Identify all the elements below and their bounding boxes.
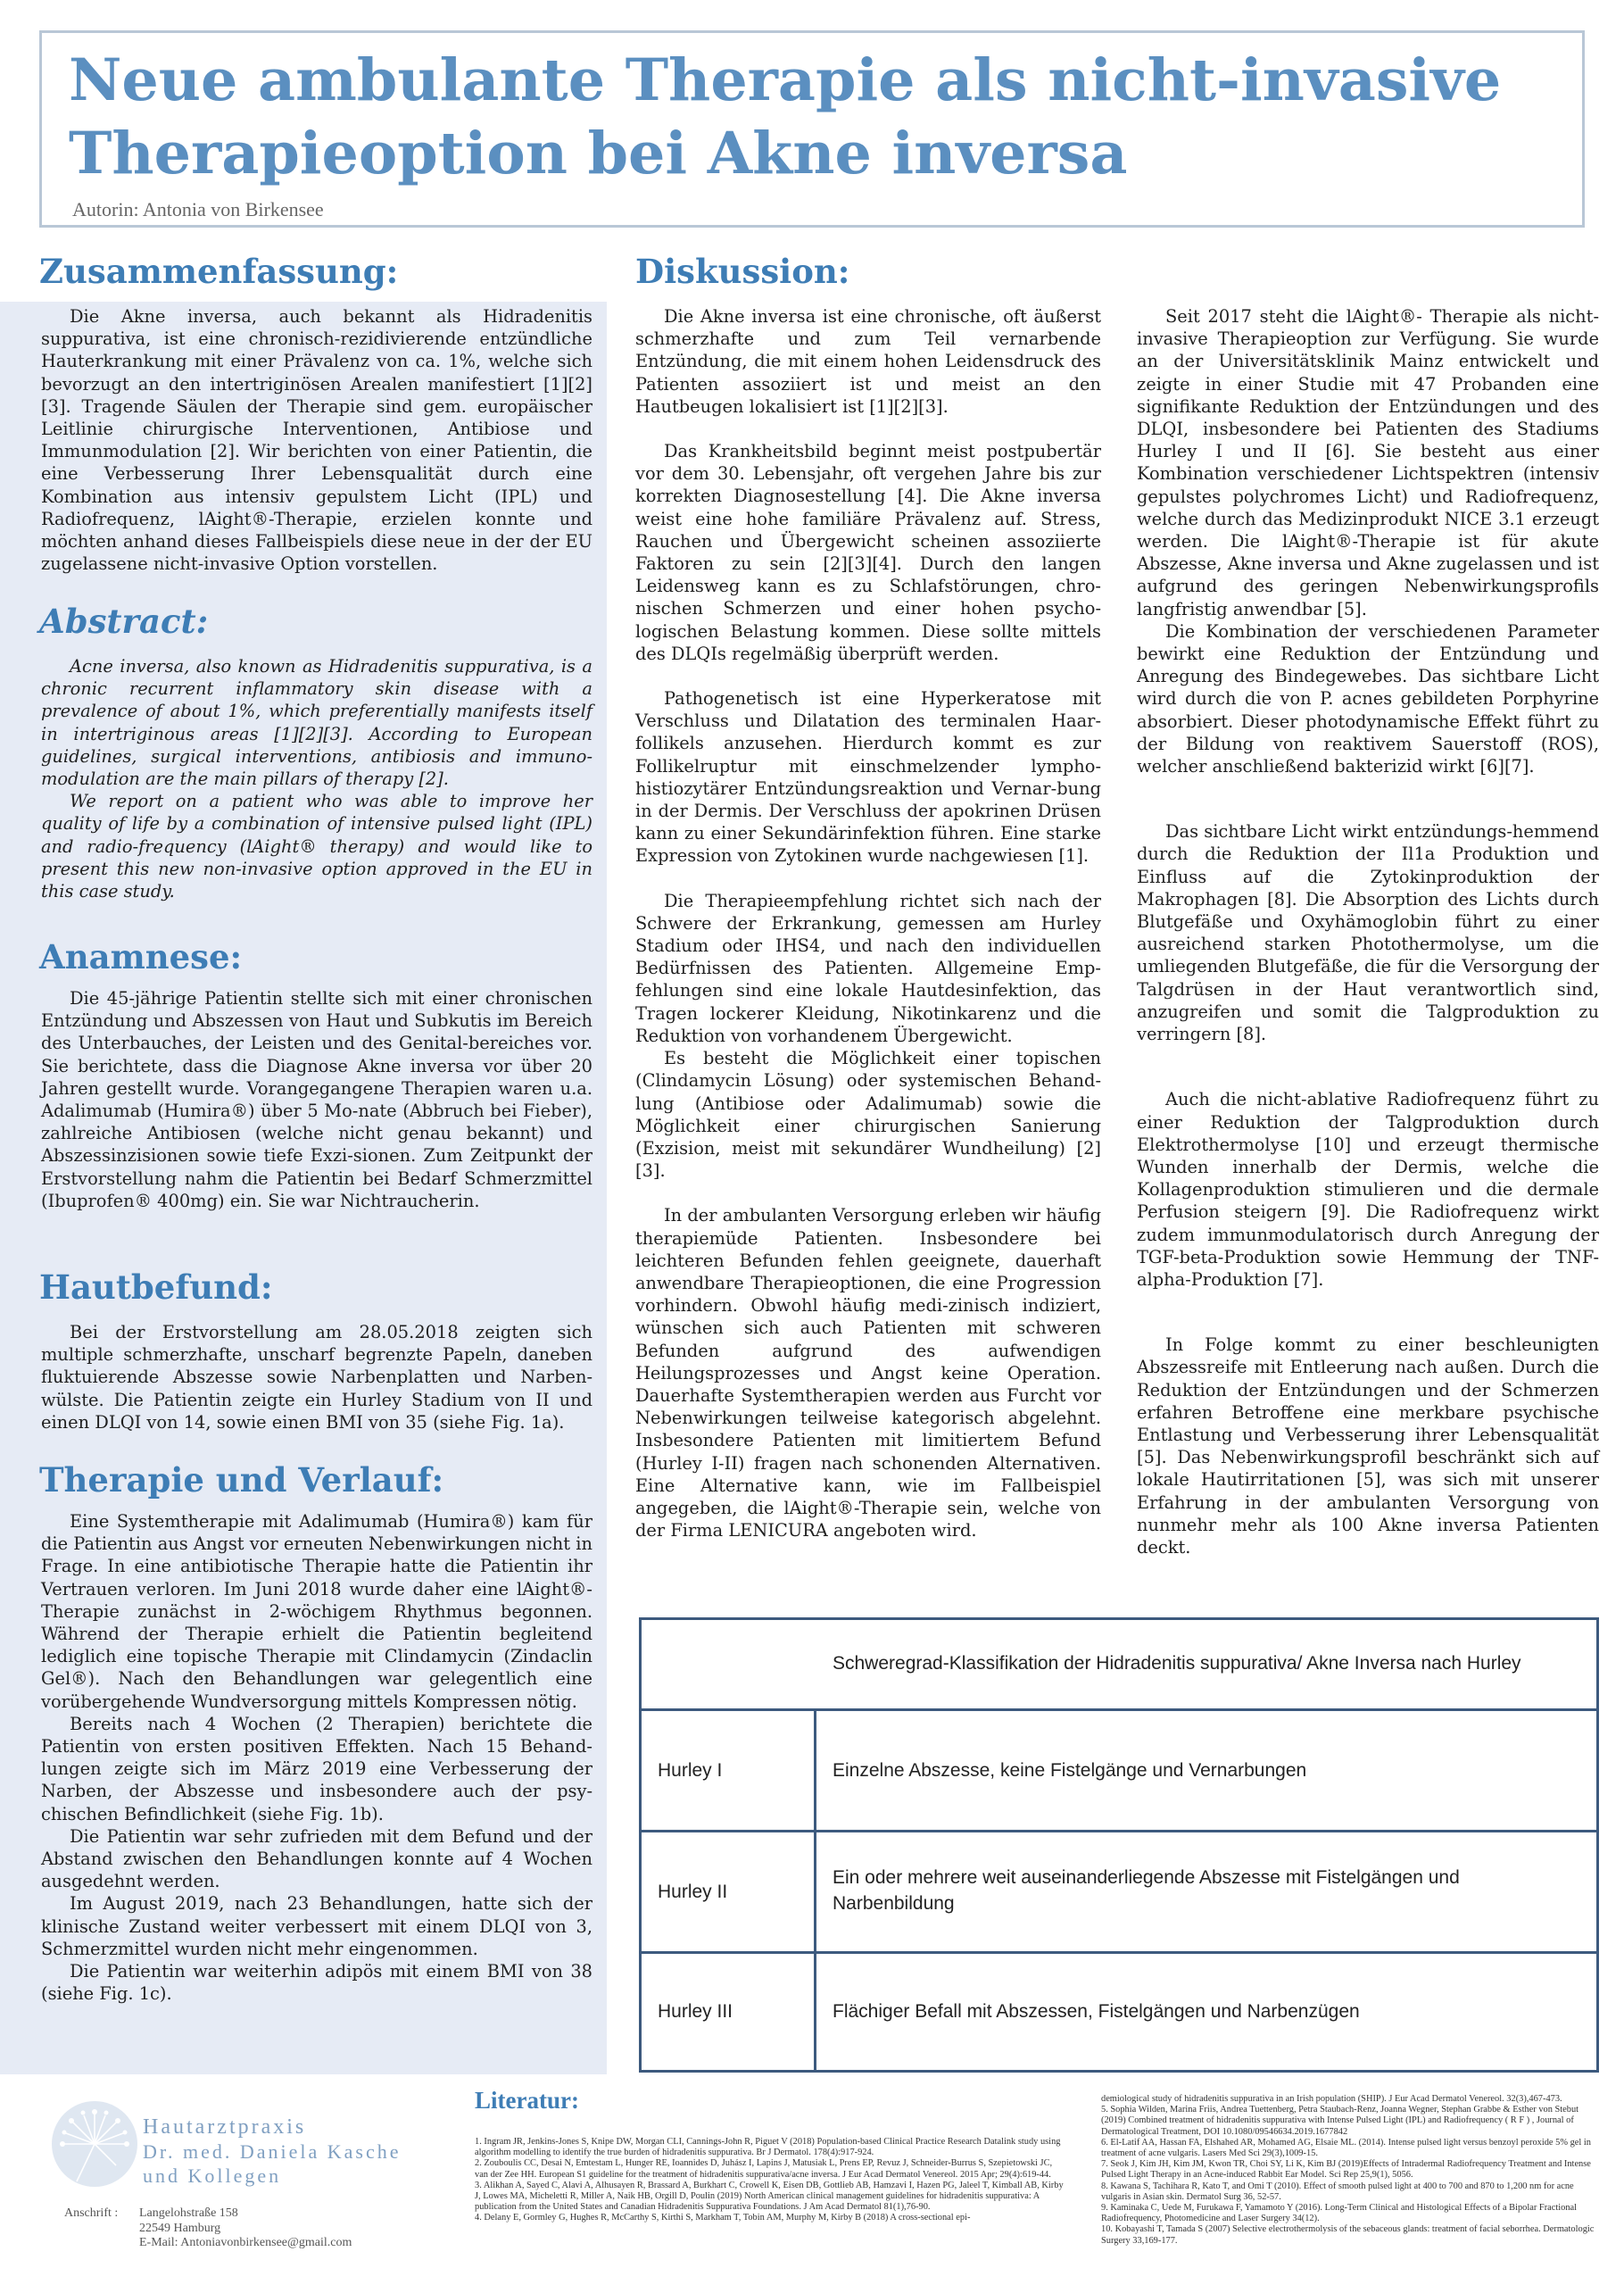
diskussion-heading: Diskussion: bbox=[635, 252, 850, 291]
anamnese-heading: Anamnese: bbox=[39, 937, 243, 976]
paragraph: Die Therapieempfehlung richtet sich nach der Schwere der Erkrankung, gemessen am Hurley Stadium oder IHS4, und nach den individuellen Bedürfnissen des Patienten. Allgemeine Emp-fehlungen sind eine lokale Hautdesinfektion, das Tragen lockerer Kleidung, Nikotinkarenz und die Reduktion von vorhandenem Übergewicht. bbox=[635, 890, 1101, 1046]
paragraph: Es besteht die Möglichkeit einer topischen (Clindamycin Lösung) oder systemischen Behand-lung (Antibiose oder Adalimumab) sowie die Möglichkeit einer chirurgischen Sanierung (Exzision, meist mit sekundärer Wundheilung) [2][3]. bbox=[635, 1048, 1101, 1182]
table-header-row bbox=[642, 1620, 1596, 1711]
paragraph: Die Akne inversa ist eine chronische, oft äußerst schmerzhafte und zum Teil vernarbende Entzündung, die mit einem hohen Leidensdruck des Patienten assoziiert ist und meist an den Hautbeugen lokalisiert ist [1][2][3]. bbox=[635, 306, 1101, 417]
paragraph: Eine Systemtherapie mit Adalimumab (Humira®) kam für die Patientin aus Angst vor erneuten Nebenwirkungen nicht in Frage. In eine antibiotische Therapie hatte die Patientin ihr Vertrauen verloren. Im Juni 2018 wurde daher eine lAight®-Therapie zunächst in 2-wöchigem Rhythmus begonnen. Während der Therapie erhielt die Patientin begleitend lediglich eine topische Therapie mit Clindamycin (Zindaclin Gel®). Nach den Behandlungen war gelegentlich eine vorübergehende Wundversorgung mittels Kompressen nötig. bbox=[41, 1511, 592, 1712]
paragraph: Die Patientin war sehr zufrieden mit dem Befund und der Abstand zwischen den Behandlungen konnte auf 4 Wochen ausgedehnt werden. bbox=[41, 1825, 592, 1892]
therapie-text bbox=[41, 1510, 592, 2005]
diskussion-column-1 bbox=[635, 305, 1101, 1541]
address bbox=[139, 2206, 352, 2251]
paragraph: In Folge kommt zu einer beschleunigten Abszessreife mit Entleerung nach außen. Durch die Reduktion der Entzündungen und der Schmerzen erfahren Betroffene eine merkbare psychische Entlastung und Verbesserung ihrer Lebensqualität [5]. Das Nebenwirkungsprofil beschränkt sich auf lokale Hautirritationen [5], was sich mit unserer Erfahrung in der ambulanten Versorgung von nunmehr mehr als 100 Akne inversa Patienten deckt. bbox=[1137, 1334, 1599, 1558]
title-box bbox=[39, 30, 1585, 228]
paragraph: Die 45-jährige Patientin stellte sich mit einer chronischen Entzündung und Abszessen von Haut und Subkutis im Bereich des Unterbauches, der Leisten und des Genital-bereiches vor. Sie berichtete, dass die Diagnose Akne inversa vor über 20 Jahren gestellt wurde. Vorangegangene Therapien waren u.a. Adalimumab (Humira®) über 5 Mo-nate (Abbruch bei Fieber), zahlreiche Antibiosen (welche nicht genau bekannt) und Abszessinzisionen sowie tiefe Exzi-sionen. Zum Zeitpunkt der Erstvorstellung nahm die Patientin bei Bedarf Schmerzmittel (Ibuprofen® 400mg) ein. Sie war Nichtraucherin. bbox=[41, 988, 592, 1211]
literature-heading: Literatur: bbox=[475, 2087, 579, 2114]
anamnese-text bbox=[41, 987, 592, 1212]
diskussion-column-2 bbox=[1137, 305, 1599, 1558]
table-title: Schweregrad-Klassifikation der Hidradenitis suppurativa/ Akne Inversa nach Hurley bbox=[833, 1653, 1521, 1674]
table-row bbox=[642, 1832, 1596, 1954]
paragraph: Die Kombination der verschiedenen Parameter bewirkt eine Reduktion der Entzündung und Anregung des Bindegewebes. Das sichtbare Licht wird durch die von P. acnes gebildeten Porphyrine absorbiert. Dieser photodynamische Effekt führt zu der Bildung von reaktivem Sauerstoff (ROS), welcher anschließend bakterizid wirkt [6][7]. bbox=[1137, 620, 1599, 777]
reference-item: 4. Delany E, Gormley G, Hughes R, McCarthy S, Kirthi S, Markham T, Tobin AM, Murphy M, Kirby B (2018) A cross-sectional epi- bbox=[475, 2213, 971, 2223]
hurley-table bbox=[639, 1617, 1599, 2073]
hautbefund-heading: Hautbefund: bbox=[39, 1267, 273, 1307]
practice-line-3: und Kollegen bbox=[143, 2165, 282, 2187]
city: 22549 Hamburg bbox=[139, 2221, 221, 2235]
email: E-Mail: Antoniavonbirkensee@gmail.com bbox=[139, 2236, 352, 2249]
reference-item: 3. Alikhan A, Sayed C, Alavi A, Alhusayen R, Brassard A, Burkhart C, Crowell K, Eisen DB, Gottlieb AB, Hamzavi I, Hazen PG, Jaleel T, Kimball AB, Kirby J, Lowes MA, Micheletti R, Miller A, Naik HB, Orgill D, Poulin (2019) North American clinical management guidelines for hidradenitis suppurativa: A publication from the United States and Canadian Hidradenitis Suppurativa Foundations. J Am Acad Dermatol 81(1),76-90. bbox=[475, 2180, 1064, 2213]
paragraph: Das sichtbare Licht wirkt entzündungs-hemmend durch die Reduktion der Il1a Produktion und Einfluss auf die Zytokinproduktion der Makrophagen [8]. Die Absorption des Lichts durch Blutgefäße und Oxyhämoglobin führt zu einer ausreichend starken Photothermolyse, um die umliegenden Blutgefäße, die für die Versorgung der Talgdrüsen in der Haut verantwortlich sind, anzugreifen und somit die Talgproduktion zu verringern [8]. bbox=[1137, 821, 1599, 1045]
paragraph: Im August 2019, nach 23 Behandlungen, hatte sich der klinische Zustand weiter verbessert mit einem DLQI von 3, Schmerzmittel wurden nicht mehr eingenommen. bbox=[41, 1893, 592, 1959]
stage-description: Ein oder mehrere weit auseinanderliegende Abszesse mit Fistelgängen und Narbenbildung bbox=[833, 1867, 1460, 1914]
stage-description: Einzelne Abszesse, keine Fistelgänge und Vernarbungen bbox=[833, 1760, 1307, 1781]
stage-label: Hurley II bbox=[658, 1882, 728, 1902]
paragraph: Die Akne inversa, auch bekannt als Hidradenitis suppurativa, ist eine chronisch-rezidivierende entzündliche Hauterkrankung mit einer Prävalenz von ca. 1%, welche sich bevorzugt an den intertriginösen Arealen manifestiert [1][2][3]. Tragende Säulen der Therapie sind gem. europäischer Leitlinie chirurgische Interventionen, Antibiose und Immunmodulation [2]. Wir berichten von einer Patientin, die eine Verbesserung Ihrer Lebensqualität durch eine Kombination aus intensiv gepulstem Licht (IPL) und Radiofrequenz, lAight®-Therapie, erzielen konnte und möchten anhand dieses Fallbeispiels diese neue in der der EU zugelassene nicht-invasive Option vorstellen. bbox=[41, 306, 592, 575]
reference-item: 9. Kaminaka C, Uede M, Furukawa F, Yamamoto Y (2016). Long-Term Clinical and Histological Effects of a Bipolar Fractional Radiofrequency, Photomedicine and Laser Surgery 34(12). bbox=[1101, 2203, 1578, 2224]
reference-item: 6. El-Latif AA, Hassan FA, Elshahed AR, Mohamed AG, Elsaie ML. (2014). Intense pulsed light versus benzoyl peroxide 5% gel in treatment of acne vulgaris. Lasers Med Sci 29(3),1009-15. bbox=[1101, 2137, 1591, 2159]
practice-line-1: Hautarztpraxis bbox=[143, 2115, 307, 2139]
paragraph: Bei der Erstvorstellung am 28.05.2018 zeigten sich multiple schmerzhafte, unscharf begrenzte Papeln, daneben fluktuierende Abszesse sowie Narbenplatten und Narben-wülste. Die Patientin zeigte ein Hurley Stadium von II und einen DLQI von 14, sowie einen BMI von 35 (siehe Fig. 1a). bbox=[41, 1322, 592, 1433]
author-line: Autorin: Antonia von Birkensee bbox=[72, 198, 324, 220]
table-row bbox=[642, 1954, 1596, 2073]
stage-description: Flächiger Befall mit Abszessen, Fistelgängen und Narbenzügen bbox=[833, 2001, 1360, 2022]
reference-item: 10. Kobayashi T, Tamada S (2007) Selective electrothermolysis of the sebaceous glands: treatment of facial seborrhea. Dermatologic Surgery 33,169-177. bbox=[1101, 2224, 1595, 2246]
paragraph: Seit 2017 steht die lAight®- Therapie als nicht-invasive Therapieoption zur Verfügung. Sie wurde an der Universitätsklinik Mainz entwickelt und zeigte in einer Studie mit 47 Probanden eine signifikante Reduktion der Entzündungen und des DLQI, insbesondere bei Patienten des Stadiums Hurley I und II [6]. Sie besteht aus einer Kombination verschiedener Lichtspektren (intensiv gepulstes polychromes Licht) und Radiofrequenz, welche durch das Medizinprodukt NICE 3.1 erzeugt werden. Die lAight®-Therapie ist für akute Abszesse, Akne inversa und Akne zugelassen und ist aufgrund des geringen Nebenwirkungsprofils langfristig anwendbar [5]. bbox=[1137, 306, 1599, 619]
hautbefund-text bbox=[41, 1321, 592, 1433]
practice-line-2: Dr. med. Daniela Kasche bbox=[143, 2140, 402, 2163]
table-row bbox=[642, 1711, 1596, 1832]
paragraph: Das Krankheitsbild beginnt meist postpubertär vor dem 30. Lebensjahr, oft vergehen Jahre bis zur korrekten Diagnosestellung [4]. Die Akne inversa weist eine hohe familiäre Prävalenz auf. Stress, Rauchen und Übergewicht scheinen assoziierte Faktoren zu sein [2][3][4]. Durch den langen Leidensweg kann es zu Schlafstörungen, chro-nischen Schmerzen und einer hohen psycho-logischen Belastung kommen. Diese sollte mittels des DLQIs regelmäßig überprüft werden. bbox=[635, 441, 1101, 664]
paragraph: Bereits nach 4 Wochen (2 Therapien) berichtete die Patientin von ersten positiven Effekten. Nach 15 Behand-lungen zeigte sich im März 2019 eine Verbesserung der Narben, der Abszesse und insbesondere auch der psy-chischen Befindlichkeit (siehe Fig. 1b). bbox=[41, 1713, 592, 1824]
paragraph: Die Patientin war weiterhin adipös mit einem BMI von 38 (siehe Fig. 1c). bbox=[41, 1961, 592, 2005]
reference-item: demiological study of hidradenitis suppurativa in an Irish population (SHIP). J Eur Acad Dermatol Venereol. 32(3),467-473. bbox=[1101, 2094, 1562, 2104]
reference-item: 7. Seok J, Kim JH, Kim JM, Kwon TR, Choi SY, Li K, Kim BJ (2019)Effects of Intradermal Radiofrequency Treatment and Intense Pulsed Light Therapy in an Acne-induced Rabbit Ear Model. Sci Rep 25,9(1), 5056. bbox=[1101, 2159, 1591, 2181]
stage-label: Hurley I bbox=[658, 1760, 723, 1781]
abstract-heading: Abstract: bbox=[39, 602, 209, 641]
paragraph: Acne inversa, also known as Hidradenitis suppurativa, is a chronic recurrent inflammatory skin disease with a prevalence of about 1%, which preferentially manifests itself in intertriginous areas [1][2][3]. According to European guidelines, surgical interventions, antibiosis and immuno-modulation are the main pillars of therapy [2]. bbox=[41, 656, 592, 790]
stage-label: Hurley III bbox=[658, 2001, 733, 2022]
zusammenfassung-text bbox=[41, 305, 592, 575]
poster-title: Neue ambulante Therapie als nicht-invasive Therapieoption bei Akne inversa bbox=[69, 46, 1502, 187]
reference-item: 2. Zouboulis CC, Desai N, Emtestam L, Hunger RE, Ioannides D, Juhász I, Lapins J, Matusiak L, Prens EP, Revuz J, Schneider-Burrus S, Szepietowski JC, van der Zee HH. European S1 guideline for the treatment of hidradenitis suppurativa/acne inversa. J Eur Acad Dermatol Venereol. 2015 Apr; 29(4):619-44. bbox=[475, 2158, 1053, 2180]
address-label: Anschrift : bbox=[64, 2206, 119, 2220]
dandelion-logo-icon bbox=[50, 2099, 139, 2189]
reference-item: 1. Ingram JR, Jenkins-Jones S, Knipe DW, Morgan CLI, Cannings-John R, Piguet V (2018) Population-based Clinical Practice Research Datalink study using algorithm modelling to identify the true burden of hidradenitis suppurativa. Br J Dermatol. 178(4):917-924. bbox=[475, 2137, 1061, 2158]
paragraph: Auch die nicht-ablative Radiofrequenz führt zu einer Reduktion der Talgproduktion durch Elektrothermolyse [10] und erzeugt thermische Wunden innerhalb der Dermis, welche die Kollagenproduktion stimulieren und die dermale Perfusion steigern [9]. Die Radiofrequenz wirkt zudem immunmodulatorisch durch Anregung der TGF-beta-Produktion sowie Hemmung der TNF-alpha-Produktion [7]. bbox=[1137, 1089, 1599, 1290]
abstract-text bbox=[41, 655, 592, 902]
reference-item: 5. Sophia Wilden, Marina Friis, Andrea Tuettenberg, Petra Staubach-Renz, Joanna Wegner, Stephan Grabbe & Esther von Stebut (2019) Combined treatment of hidradenitis suppurativa with Intense Pulsed Light (IPL) and Radiofrequency ( R F ) , Journal of Dermatological Treatment, DOI 10.1080/09546634.2019.1677842 bbox=[1101, 2105, 1579, 2137]
references-column-1 bbox=[475, 2137, 1064, 2224]
street: Langelohstraße 158 bbox=[139, 2206, 238, 2220]
paragraph: Pathogenetisch ist eine Hyperkeratose mit Verschluss und Dilatation des terminalen Haar-follikels anzusehen. Hierdurch kommt es zur Follikelruptur mit einschmelzender lympho-histiozytärer Entzündungsreaktion und Vernar-bung in der Dermis. Der Verschluss der apokrinen Drüsen kann zu einer Sekundärinfektion führen. Eine starke Expression von Zytokinen wurde nachgewiesen [1]. bbox=[635, 688, 1101, 867]
paragraph: We report on a patient who was able to improve her quality of life by a combination of intensive pulsed light (IPL) and radio-frequency (lAight® therapy) and would like to present this new non-invasive option approved in the EU in this case study. bbox=[41, 791, 592, 902]
practice-name bbox=[143, 2115, 402, 2188]
references-column-2 bbox=[1101, 2094, 1601, 2247]
zusammenfassung-heading: Zusammenfassung: bbox=[39, 252, 399, 291]
paragraph: In der ambulanten Versorgung erleben wir häufig therapiemüde Patienten. Insbesondere bei leichteren Befunden fehlen geeignete, dauerhaft anwendbare Therapieoptionen, die eine Progression vorhindern. Obwohl häufig medi-zinisch indiziert, wünschen sich auch Patienten mit schweren Befunden aufgrund des aufwendigen Heilungsprozesses und Angst keine Operation. Dauerhafte Systemtherapien werden aus Furcht vor Nebenwirkungen teilweise kategorisch abgelehnt. Insbesondere Patienten mit limitiertem Befund (Hurley I-II) fragen nach schonenden Alternativen. Eine Alternative kann, wie im Fallbeispiel angegeben, die lAight®-Therapie sein, welche von der Firma LENICURA angeboten wird. bbox=[635, 1205, 1101, 1541]
therapie-heading: Therapie und Verlauf: bbox=[39, 1460, 444, 1500]
reference-item: 8. Kawana S, Tachihara R, Kato T, and Omi T (2010). Effect of smooth pulsed light at 400 to 700 and 870 to 1,200 nm for acne vulgaris in Asian skin. Dermatol Surg 36, 52-57. bbox=[1101, 2181, 1574, 2202]
